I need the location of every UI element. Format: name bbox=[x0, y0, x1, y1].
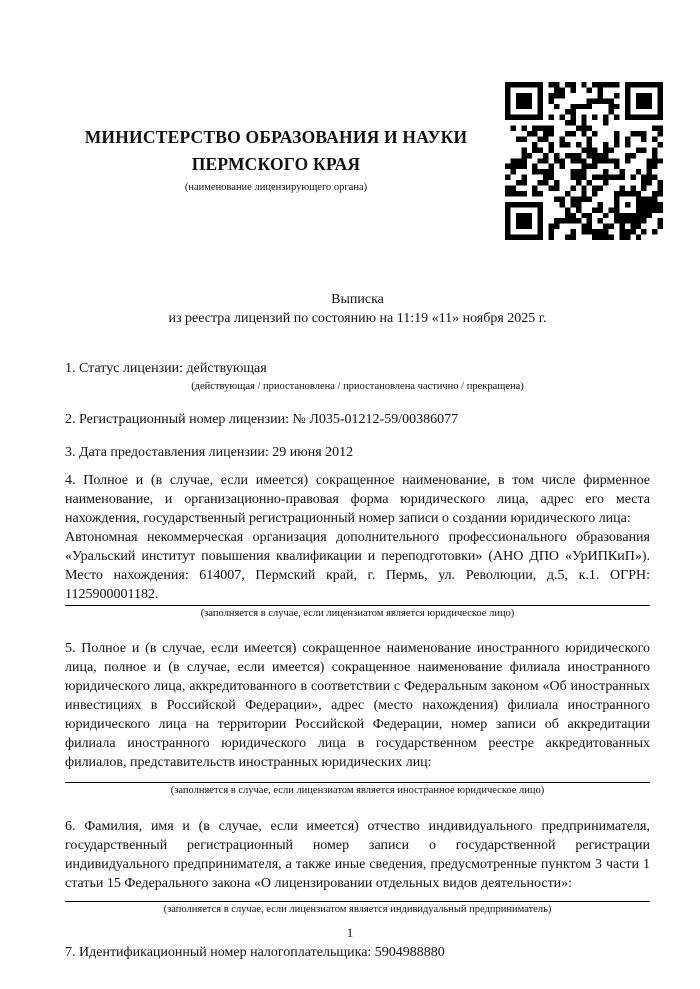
item-5-text: 5. Полное и (в случае, если имеется) сокращенное наименование иностранного юридического лица, полное и (в случае, если имеется) сокращенное наименование филиала иностранного юридического лица, аккредитованного в соответствии с Федеральным законом «Об иностранных инвестициях в Российской Федерации», адрес (место нахождения) филиала иностранного юридического лица на территории Российской Федерации, номер записи об аккредитации филиала иностранного юридического лица в государственном реестре аккредитованных филиалов, представительств иностранных юридических лиц: bbox=[65, 641, 650, 770]
item-1-text: 1. Статус лицензии: действующая bbox=[65, 361, 267, 376]
document-title bbox=[65, 290, 650, 328]
item-3-license-date bbox=[65, 443, 650, 462]
item-6-note: (заполняется в случае, если лицензиатом является индивидуальный предприниматель) bbox=[163, 904, 552, 915]
item-1-license-status bbox=[65, 359, 650, 393]
items-list bbox=[65, 359, 650, 962]
item-5-underline bbox=[65, 782, 650, 783]
item-2-registration-number bbox=[65, 410, 650, 429]
licensing-authority-note: (наименование лицензирующего органа) bbox=[184, 182, 368, 193]
ministry-name-line2: ПЕРМСКОГО КРАЯ bbox=[191, 154, 361, 174]
item-5-note: (заполняется в случае, если лицензиатом является иностранное юридическое лицо) bbox=[170, 785, 545, 796]
item-7-taxpayer-number bbox=[65, 943, 650, 962]
item-5-foreign-entity bbox=[65, 639, 650, 797]
licensing-authority-header bbox=[65, 124, 487, 194]
title-line1: Выписка bbox=[331, 292, 384, 307]
item-4-note: (заполняется в случае, если лицензиатом является юридическое лицо) bbox=[200, 608, 515, 619]
item-2-text: 2. Регистрационный номер лицензии: № Л035-01212-59/00386077 bbox=[65, 412, 459, 427]
item-3-text: 3. Дата предоставления лицензии: 29 июня 2012 bbox=[65, 445, 354, 460]
title-line2: из реестра лицензий по состоянию на 11:19 «11» ноября 2025 г. bbox=[168, 311, 547, 326]
item-4-legal-entity bbox=[65, 471, 650, 620]
ministry-name-line1: МИНИСТЕРСТВО ОБРАЗОВАНИЯ И НАУКИ bbox=[84, 127, 468, 147]
item-6-individual-entrepreneur bbox=[65, 817, 650, 916]
item-7-text: 7. Идентификационный номер налогоплательщика: 5904988880 bbox=[65, 945, 445, 960]
item-4-text: 4. Полное и (в случае, если имеется) сокращенное наименование, в том числе фирменное наименование, и организационно-правовая форма юридического лица, адрес его места нахождения, государственный регистрационный номер записи о создании юридического лица: bbox=[65, 473, 650, 526]
document-content bbox=[65, 0, 650, 976]
page-number: 1 bbox=[346, 926, 354, 940]
item-4-underline bbox=[65, 605, 650, 606]
item-6-underline bbox=[65, 901, 650, 902]
item-1-note: (действующая / приостановлена / приостановлена частично / прекращена) bbox=[191, 381, 524, 392]
item-4-value: Автономная некоммерческая организация дополнительного профессионального образования «Уральский институт повышения квалификации и переподготовки» (АНО ДПО «УрИПКиП»). Место нахождения: 614007, Пермский край, г. Пермь, ул. Революции, д.5, к.1. ОГРН: 1125900001182. bbox=[65, 530, 650, 602]
item-6-text: 6. Фамилия, имя и (в случае, если имеется) отчество индивидуального предпринимателя, государственный регистрационный номер записи о государственной регистрации индивидуального предпринимателя, а также иные сведения, предусмотренные пунктом 3 части 1 статьи 15 Федерального закона «О лицензировании отдельных видов деятельности»: bbox=[65, 819, 650, 891]
